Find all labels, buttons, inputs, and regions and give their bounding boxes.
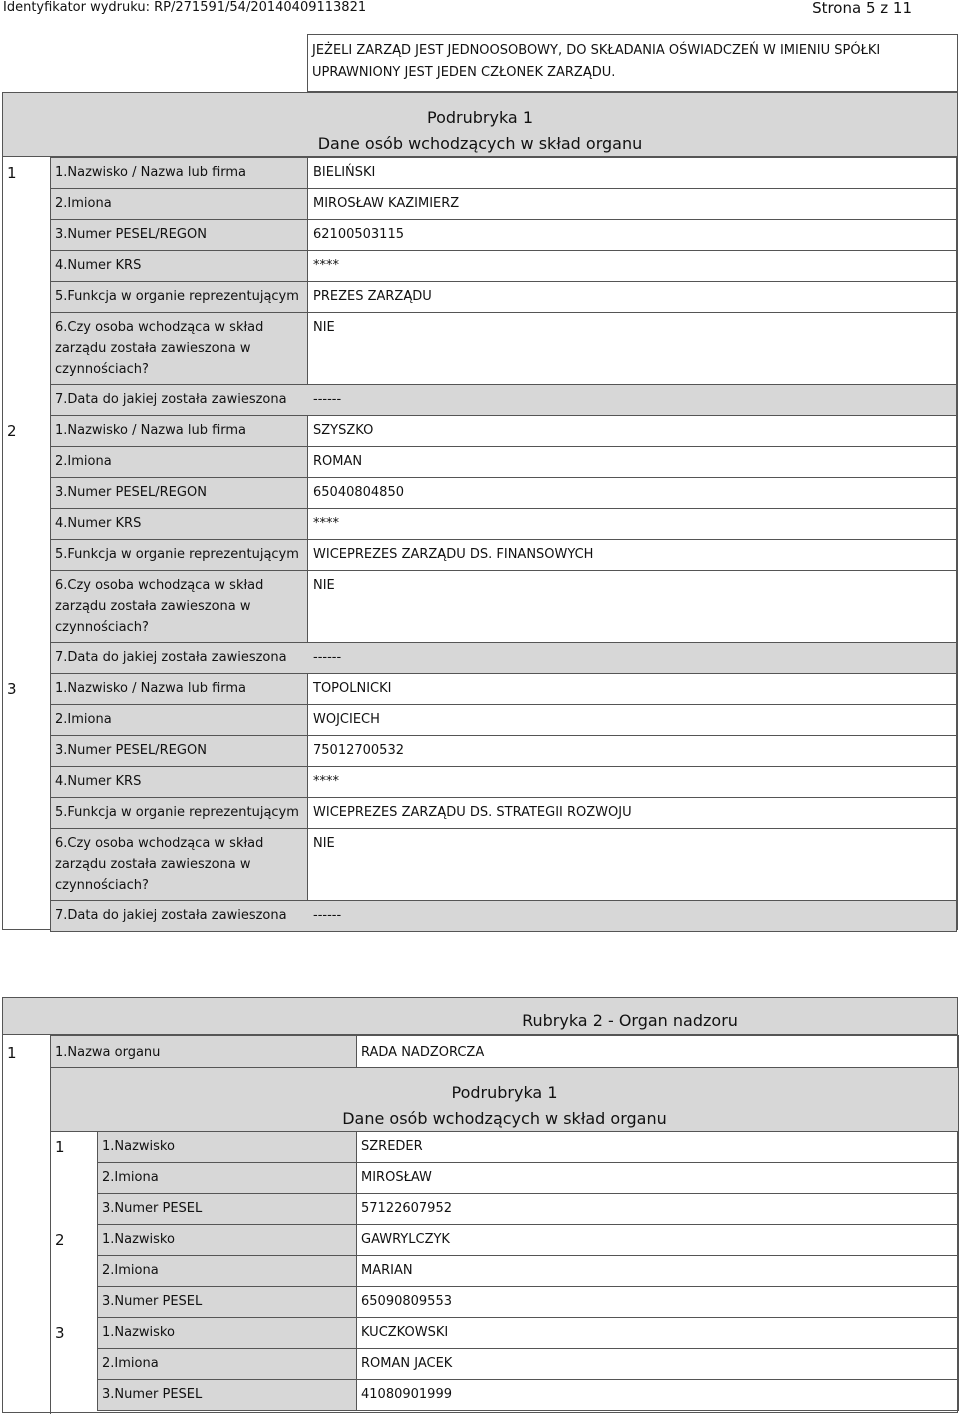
field-value-cell (307, 673, 957, 705)
field-label: 6.Czy osoba wchodząca w skład zarządu została zawieszona w czynnościach? (55, 836, 264, 893)
field-value: ROMAN (313, 454, 363, 469)
field-label-cell (50, 384, 957, 416)
field-label-cell (50, 477, 308, 509)
field-label-cell (50, 642, 957, 674)
field-label: 5.Funkcja w organie reprezentującym (55, 805, 299, 820)
field-value: 65040804850 (313, 485, 404, 500)
member-label: 3.Numer PESEL (102, 1387, 203, 1402)
field-value: WICEPREZES ZARZĄDU DS. FINANSOWYCH (313, 547, 594, 562)
field-label: 6.Czy osoba wchodząca w skład zarządu została zawieszona w czynnościach? (55, 320, 264, 377)
member-value: ROMAN JACEK (361, 1356, 453, 1371)
field-label-cell (50, 570, 308, 643)
field-label-cell (50, 735, 308, 767)
field-label: 7.Data do jakiej została zawieszona (55, 650, 287, 665)
member-label: 2.Imiona (102, 1263, 159, 1278)
member-value: MARIAN (361, 1263, 413, 1278)
member-label-cell (97, 1131, 357, 1163)
field-value-cell (307, 508, 957, 540)
field-label-cell (50, 797, 308, 829)
field-value-cell (307, 766, 957, 798)
print-identifier: Identyfikator wydruku: RP/271591/54/20140409113821 (3, 0, 367, 15)
field-label-cell (50, 508, 308, 540)
field-label-cell (50, 157, 308, 189)
member-value-cell (356, 1317, 959, 1349)
field-value: SZYSZKO (313, 423, 374, 438)
field-label: 1.Nazwisko / Nazwa lub firma (55, 423, 247, 438)
field-value: ------ (313, 392, 342, 407)
field-value: PREZES ZARZĄDU (313, 289, 432, 304)
member-label-cell (97, 1255, 357, 1287)
field-label-cell (50, 900, 957, 932)
member-label: 3.Numer PESEL (102, 1294, 203, 1309)
field-label-cell (50, 281, 308, 313)
field-label-cell (50, 219, 308, 251)
field-label: 7.Data do jakiej została zawieszona (55, 908, 287, 923)
section2-sub-title-box (50, 1067, 959, 1132)
field-value: **** (313, 258, 339, 273)
field-label: 2.Imiona (55, 196, 112, 211)
member-value-cell (356, 1348, 959, 1380)
field-value: NIE (313, 320, 335, 335)
field-value-cell (307, 281, 957, 313)
member-label-cell (97, 1224, 357, 1256)
field-value-cell (307, 312, 957, 385)
field-label-cell (50, 188, 308, 220)
member-label-cell (97, 1162, 357, 1194)
field-label-cell (50, 673, 308, 705)
member-label-cell (97, 1379, 357, 1411)
member-number: 3 (55, 1324, 65, 1342)
member-value: 65090809553 (361, 1294, 452, 1309)
member-value-cell (356, 1193, 959, 1225)
field-value-cell (307, 446, 957, 478)
field-label: 4.Numer KRS (55, 258, 142, 273)
field-value: **** (313, 774, 339, 789)
field-label: 3.Numer PESEL/REGON (55, 485, 207, 500)
field-value: NIE (313, 578, 335, 593)
field-value: NIE (313, 836, 335, 851)
field-label: 3.Numer PESEL/REGON (55, 227, 207, 242)
field-value-cell (307, 415, 957, 447)
member-label: 2.Imiona (102, 1356, 159, 1371)
member-label: 1.Nazwisko (102, 1232, 175, 1247)
field-label: 2.Imiona (55, 454, 112, 469)
field-value: ------ (313, 650, 342, 665)
section2-sub-title: Podrubryka 1 (451, 1083, 558, 1102)
field-label: 3.Numer PESEL/REGON (55, 743, 207, 758)
section1-title-box (2, 92, 958, 157)
field-value-cell (307, 250, 957, 282)
section2-sub-subtitle: Dane osób wchodzących w skład organu (342, 1109, 667, 1128)
field-label-cell (50, 828, 308, 901)
person-number: 2 (7, 422, 17, 440)
member-label-cell (97, 1193, 357, 1225)
section2-table (2, 1034, 958, 1413)
field-label: 5.Funkcja w organie reprezentującym (55, 289, 299, 304)
member-number: 1 (55, 1138, 65, 1156)
field-value-cell (307, 828, 957, 901)
member-value: GAWRYLCZYK (361, 1232, 450, 1247)
field-label: 4.Numer KRS (55, 516, 142, 531)
field-value-cell (307, 539, 957, 571)
field-label: 1.Nazwisko / Nazwa lub firma (55, 681, 247, 696)
field-label: 6.Czy osoba wchodząca w skład zarządu została zawieszona w czynnościach? (55, 578, 264, 635)
field-label: 4.Numer KRS (55, 774, 142, 789)
field-value: WOJCIECH (313, 712, 380, 727)
organ-row-number: 1 (7, 1044, 17, 1062)
field-label-cell (50, 250, 308, 282)
field-label-cell (50, 415, 308, 447)
field-label: 7.Data do jakiej została zawieszona (55, 392, 287, 407)
field-value-cell (307, 219, 957, 251)
member-value-cell (356, 1255, 959, 1287)
organ-label-cell (50, 1035, 357, 1068)
member-label: 3.Numer PESEL (102, 1201, 203, 1216)
field-value-cell (307, 704, 957, 736)
note-box (307, 34, 958, 92)
member-number: 2 (55, 1231, 65, 1249)
section2-title: Rubryka 2 - Organ nadzoru (522, 1011, 738, 1030)
field-label-cell (50, 766, 308, 798)
member-value: 41080901999 (361, 1387, 452, 1402)
field-label: 5.Funkcja w organie reprezentującym (55, 547, 299, 562)
note-line-1: JEŻELI ZARZĄD JEST JEDNOOSOBOWY, DO SKŁADANIA OŚWIADCZEŃ W IMIENIU SPÓŁKI (312, 43, 881, 58)
member-value: MIROSŁAW (361, 1170, 432, 1185)
member-label: 2.Imiona (102, 1170, 159, 1185)
field-value-cell (307, 477, 957, 509)
member-label-cell (97, 1317, 357, 1349)
member-label-cell (97, 1348, 357, 1380)
field-label: 2.Imiona (55, 712, 112, 727)
field-value-cell (307, 157, 957, 189)
organ-value-cell (356, 1035, 959, 1068)
member-value: SZREDER (361, 1139, 423, 1154)
member-value: 57122607952 (361, 1201, 452, 1216)
members-left-border (50, 1131, 51, 1414)
member-value-cell (356, 1286, 959, 1318)
field-value: BIELIŃSKI (313, 165, 376, 180)
field-value-cell (307, 797, 957, 829)
field-label: 1.Nazwisko / Nazwa lub firma (55, 165, 247, 180)
organ-label: 1.Nazwa organu (55, 1045, 161, 1060)
field-value: **** (313, 516, 339, 531)
field-label-cell (50, 312, 308, 385)
field-value-cell (307, 570, 957, 643)
member-value-cell (356, 1224, 959, 1256)
section1-table (2, 156, 958, 930)
field-value: MIROSŁAW KAZIMIERZ (313, 196, 460, 211)
member-value-cell (356, 1131, 959, 1163)
field-label-cell (50, 446, 308, 478)
field-value: 62100503115 (313, 227, 404, 242)
member-label: 1.Nazwisko (102, 1139, 175, 1154)
section2-title-box (2, 997, 958, 1035)
field-value: TOPOLNICKI (313, 681, 392, 696)
field-label-cell (50, 704, 308, 736)
member-value: KUCZKOWSKI (361, 1325, 449, 1340)
person-number: 1 (7, 164, 17, 182)
field-value-cell (307, 735, 957, 767)
field-label-cell (50, 539, 308, 571)
member-label: 1.Nazwisko (102, 1325, 175, 1340)
organ-value: RADA NADZORCZA (361, 1045, 485, 1060)
field-value: ------ (313, 908, 342, 923)
section1-subtitle: Dane osób wchodzących w skład organu (317, 134, 643, 153)
note-line-2: UPRAWNIONY JEST JEDEN CZŁONEK ZARZĄDU. (312, 65, 616, 80)
field-value-cell (307, 188, 957, 220)
person-number: 3 (7, 680, 17, 698)
member-value-cell (356, 1379, 959, 1411)
member-value-cell (356, 1162, 959, 1194)
section1-title: Podrubryka 1 (427, 108, 533, 127)
page-number: Strona 5 z 11 (812, 0, 912, 17)
field-value: 75012700532 (313, 743, 404, 758)
member-label-cell (97, 1286, 357, 1318)
field-value: WICEPREZES ZARZĄDU DS. STRATEGII ROZWOJU (313, 805, 632, 820)
